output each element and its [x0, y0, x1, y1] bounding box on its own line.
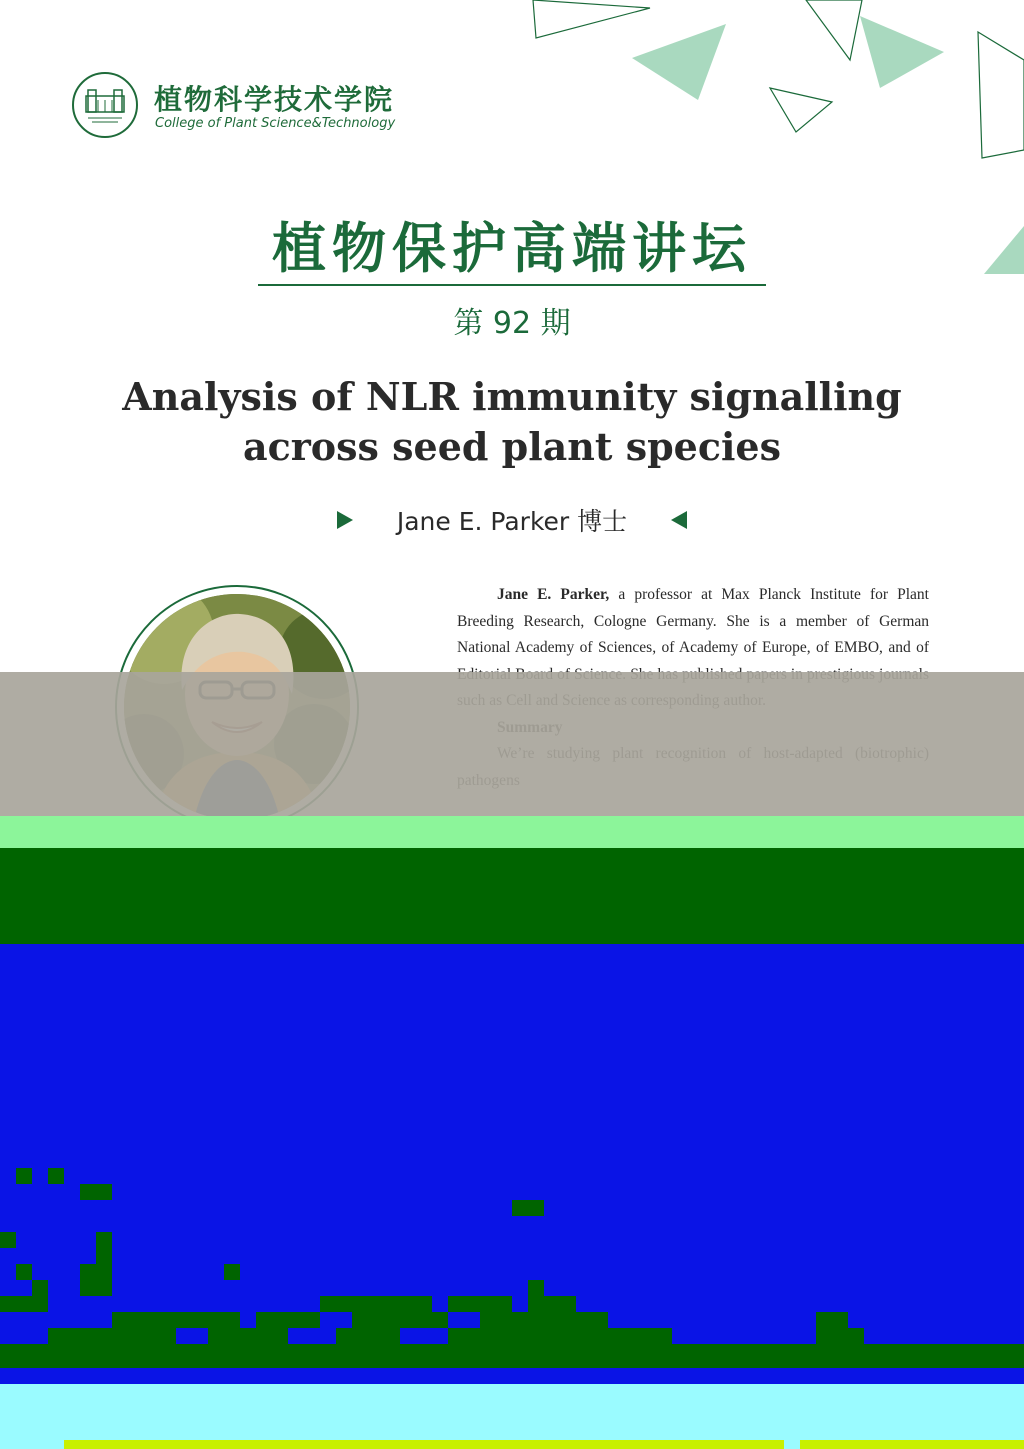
triangle-outline [806, 0, 862, 60]
triangle-right-icon [337, 511, 353, 529]
triangle-filled [632, 24, 726, 100]
talk-title-line-1: Analysis of NLR immunity signalling [122, 374, 902, 419]
bio-name: Jane E. Parker, [497, 586, 610, 603]
college-name-cn: 植物科学技术学院 [154, 83, 395, 116]
speaker-line [0, 500, 1024, 540]
triangle-filled [860, 16, 944, 88]
title-divider [258, 284, 766, 286]
glitch-strip-lime-2 [800, 1440, 1024, 1449]
triangle-outline [978, 32, 1024, 158]
forum-title: 植物保护高端讲坛 [272, 216, 752, 280]
bio-intro-text: a professor at Max Planck Institute for Plant Breeding Research, Cologne Germany. She is a member of German National Academy of Sciences, of Academy of Europe, of EMBO, and of [457, 586, 929, 656]
triangle-outline [533, 0, 650, 38]
talk-title [80, 372, 944, 472]
triangle-outline [770, 88, 832, 132]
glitch-blocks [0, 1160, 1024, 1400]
issue-number: 第 92 期 [453, 306, 571, 341]
glitch-band-light-green [0, 816, 1024, 848]
triangle-left-icon [671, 511, 687, 529]
college-name-en: College of Plant Science&Technology [155, 116, 396, 131]
talk-title-line-2: across seed plant species [242, 424, 781, 469]
college-emblem-icon [72, 72, 138, 138]
glitch-band-dark-green [0, 848, 1024, 944]
glitch-strip-lime [64, 1440, 784, 1449]
glitch-band-gray [0, 672, 1024, 816]
college-logo [72, 72, 402, 142]
speaker-name: Jane E. Parker 博士 [396, 507, 628, 536]
